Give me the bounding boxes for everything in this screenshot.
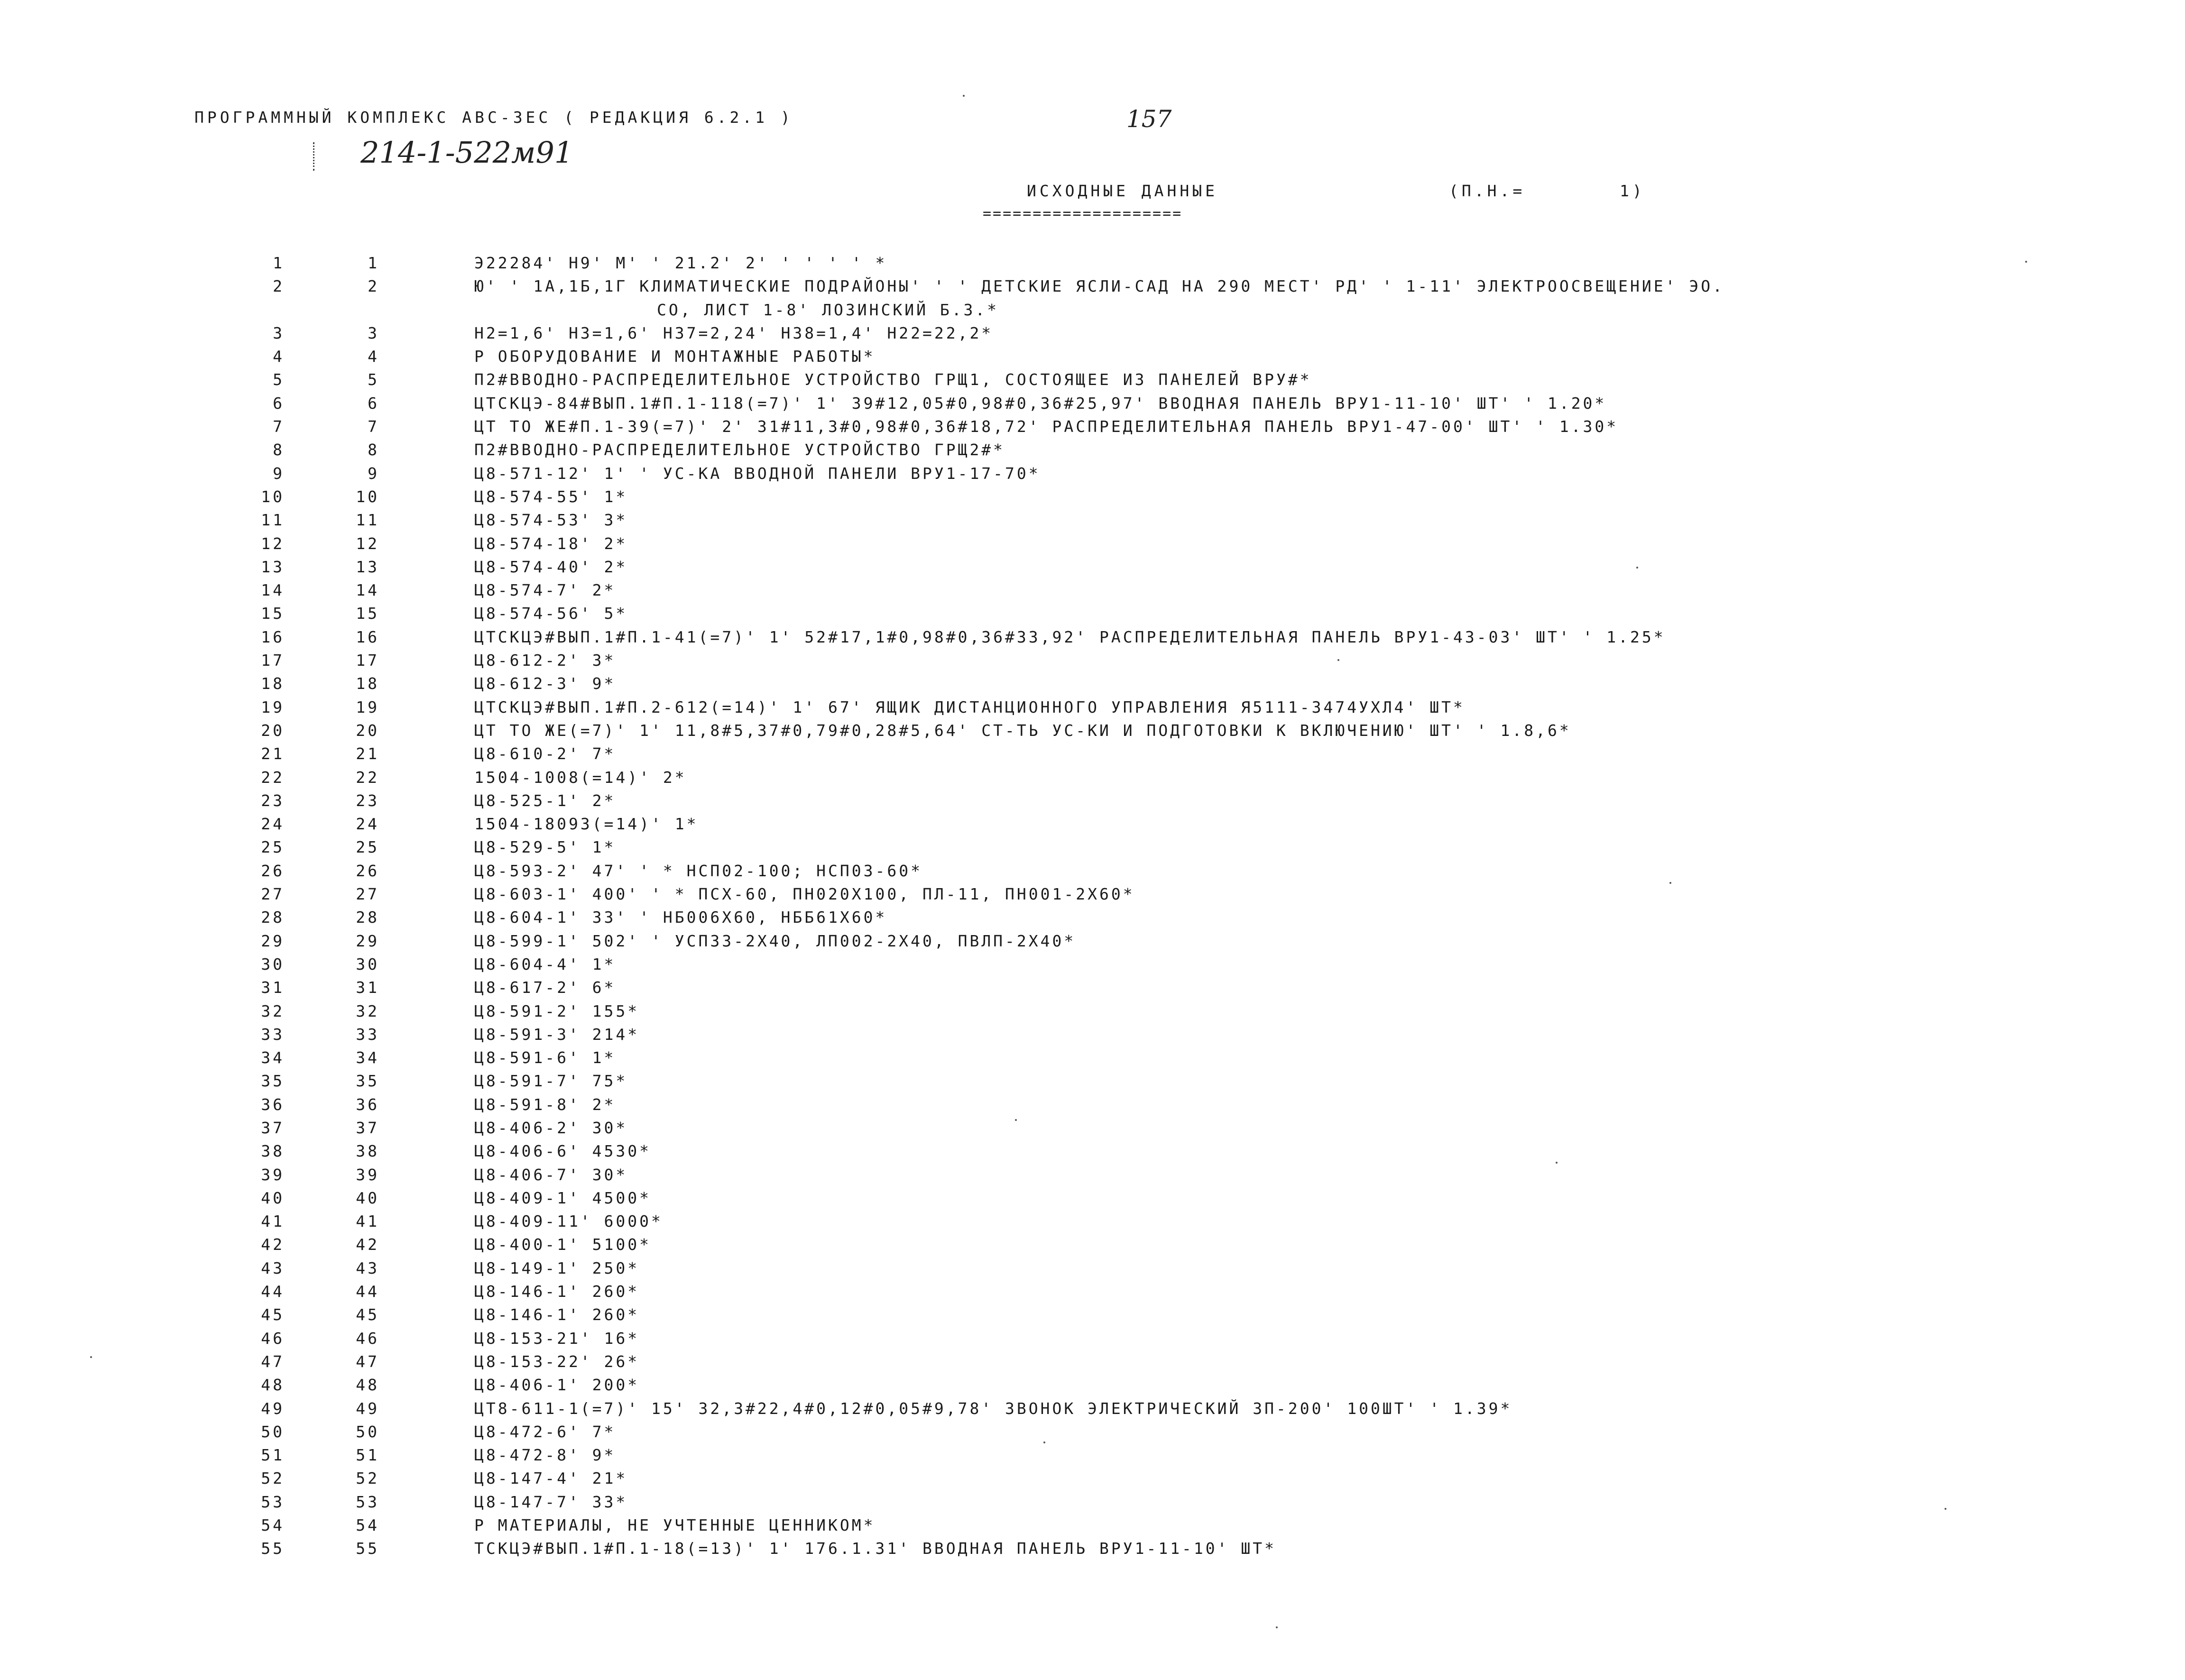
row-input-number: 53 (356, 1492, 379, 1511)
row-text: Р МАТЕРИАЛЫ, НЕ УЧТЕННЫЕ ЦЕННИКОМ* (474, 1516, 876, 1535)
row-text: Ц8-406-6' 4530* (474, 1142, 652, 1161)
row-text: Ц8-525-1' 2* (474, 791, 616, 810)
listing-row (0, 534, 2185, 558)
row-input-number: 15 (356, 604, 379, 623)
row-input-number: 34 (356, 1048, 379, 1067)
row-text: Ц8-574-18' 2* (474, 534, 628, 553)
row-input-number: 11 (356, 511, 379, 530)
row-text: Ц8-574-40' 2* (474, 557, 628, 576)
listing-row (0, 815, 2185, 838)
listing-row (0, 862, 2185, 885)
row-text: ТСКЦЭ#ВЫП.1#П.1-18(=13)' 1' 176.1.31' ВВОДНАЯ ПАНЕЛЬ ВРУ1-11-10' ШТ* (474, 1539, 1277, 1558)
row-input-number: 51 (356, 1446, 379, 1465)
listing-row (0, 651, 2185, 674)
row-sequence-number: 33 (261, 1025, 285, 1044)
row-input-number: 24 (356, 815, 379, 834)
row-input-number: 18 (356, 674, 379, 693)
row-sequence-number: 13 (261, 557, 285, 576)
row-sequence-number: 11 (261, 511, 285, 530)
row-sequence-number: 5 (273, 370, 285, 389)
row-sequence-number: 36 (261, 1095, 285, 1114)
row-text: Ц8-610-2' 7* (474, 744, 616, 763)
listing-row (0, 768, 2185, 791)
scan-speck (1636, 567, 1638, 569)
row-text: Ц8-612-2' 3* (474, 651, 616, 670)
page-title: ИСХОДНЫЕ ДАННЫЕ (1027, 182, 1218, 200)
listing-row (0, 370, 2185, 394)
row-sequence-number: 2 (273, 277, 285, 296)
row-input-number: 43 (356, 1258, 379, 1277)
row-sequence-number: 40 (261, 1188, 285, 1207)
row-text: Ц8-574-56' 5* (474, 604, 628, 623)
listing-row (0, 1376, 2185, 1399)
listing-row (0, 1282, 2185, 1305)
row-input-number: 36 (356, 1095, 379, 1114)
row-sequence-number: 43 (261, 1258, 285, 1277)
row-sequence-number: 34 (261, 1048, 285, 1067)
listing-row (0, 908, 2185, 931)
listing-row (0, 628, 2185, 651)
scan-speck (90, 1356, 92, 1358)
listing-row (0, 978, 2185, 1001)
row-sequence-number: 24 (261, 815, 285, 834)
row-text: Ц8-472-6' 7* (474, 1422, 616, 1441)
row-text: Н2=1,6' Н3=1,6' Н37=2,24' Н38=1,4' Н22=22,2* (474, 323, 994, 342)
row-input-number: 3 (368, 323, 379, 342)
row-text: Ц8-409-1' 4500* (474, 1188, 652, 1207)
row-text: Ю' ' 1А,1Б,1Г КЛИМАТИЧЕСКИЕ ПОДРАЙОНЫ' ' ' ДЕТСКИЕ ЯСЛИ-САД НА 290 МЕСТ' РД' ' 1-11' ЭЛЕКТРООСВЕЩЕНИЕ' ЭО. (474, 277, 1724, 296)
listing-row (0, 1259, 2185, 1282)
row-sequence-number: 15 (261, 604, 285, 623)
row-input-number: 5 (368, 370, 379, 389)
listing-row (0, 1399, 2185, 1423)
row-input-number: 47 (356, 1352, 379, 1371)
program-header: ПРОГРАММНЫЙ КОМПЛЕКС АВС-ЗЕС ( РЕДАКЦИЯ 6.2.1 ) (194, 108, 793, 127)
row-sequence-number: 29 (261, 931, 285, 950)
row-sequence-number: 6 (273, 394, 285, 413)
row-text: Ц8-604-1' 33' ' НБ006Х60, НББ61Х60* (474, 908, 887, 927)
listing-row (0, 955, 2185, 978)
handwritten-page-number: 157 (1126, 105, 1172, 133)
row-sequence-number: 44 (261, 1282, 285, 1301)
listing-row (0, 1072, 2185, 1095)
row-text: Ц8-591-2' 155* (474, 1001, 640, 1020)
row-text: Ц8-153-22' 26* (474, 1352, 640, 1371)
row-input-number: 55 (356, 1539, 379, 1558)
row-text: П2#ВВОДНО-РАСПРЕДЕЛИТЕЛЬНОЕ УСТРОЙСТВО ГРЩ1, СОСТОЯЩЕЕ ИЗ ПАНЕЛЕЙ ВРУ#* (474, 370, 1312, 389)
listing-row (0, 1235, 2185, 1258)
title-underline: ==================== (983, 205, 1183, 222)
row-sequence-number: 32 (261, 1001, 285, 1020)
handwritten-document-code: 214-1-522м91 (360, 135, 573, 170)
listing-row (0, 838, 2185, 861)
row-input-number: 23 (356, 791, 379, 810)
row-text: Ц8-593-2' 47' ' * НСП02-100; НСП03-60* (474, 861, 922, 880)
row-sequence-number: 31 (261, 978, 285, 997)
row-input-number: 2 (368, 277, 379, 296)
row-input-number: 49 (356, 1399, 379, 1418)
listing-row (0, 277, 2185, 300)
listing-row (0, 1002, 2185, 1025)
row-input-number: 8 (368, 441, 379, 459)
listing-row (0, 324, 2185, 347)
row-text: Ц8-574-7' 2* (474, 581, 616, 600)
row-input-number: 40 (356, 1188, 379, 1207)
row-sequence-number: 55 (261, 1539, 285, 1558)
row-sequence-number: 4 (273, 347, 285, 366)
row-input-number: 54 (356, 1516, 379, 1535)
row-text: Ц8-147-4' 21* (474, 1469, 628, 1488)
row-input-number: 10 (356, 487, 379, 506)
row-sequence-number: 22 (261, 768, 285, 787)
row-text: Ц8-153-21' 16* (474, 1329, 640, 1348)
row-text: ЦТ ТО ЖЕ(=7)' 1' 11,8#5,37#0,79#0,28#5,64' СТ-ТЬ УС-КИ И ПОДГОТОВКИ К ВКЛЮЧЕНИЮ' ШТ' ' 1.8,6* (474, 721, 1571, 740)
row-text: Ц8-591-6' 1* (474, 1048, 616, 1067)
row-text: Ц8-147-7' 33* (474, 1492, 628, 1511)
row-input-number: 26 (356, 861, 379, 880)
listing-row (0, 1446, 2185, 1469)
row-sequence-number: 27 (261, 885, 285, 904)
listing-row (0, 254, 2185, 277)
row-text: ЦТ ТО ЖЕ#П.1-39(=7)' 2' 31#11,3#0,98#0,36#18,72' РАСПРЕДЕЛИТЕЛЬНАЯ ПАНЕЛЬ ВРУ1-47-00' ШТ' ' 1.30* (474, 417, 1619, 436)
row-input-number: 48 (356, 1376, 379, 1395)
scan-speck (1556, 1162, 1558, 1164)
row-text: Ц8-574-53' 3* (474, 511, 628, 530)
row-text: П2#ВВОДНО-РАСПРЕДЕЛИТЕЛЬНОЕ УСТРОЙСТВО ГРЩ2#* (474, 441, 1005, 459)
listing-row (0, 1119, 2185, 1142)
row-sequence-number: 49 (261, 1399, 285, 1418)
row-input-number: 28 (356, 908, 379, 927)
row-sequence-number: 38 (261, 1142, 285, 1161)
row-input-number: 22 (356, 768, 379, 787)
row-input-number: 30 (356, 955, 379, 973)
row-text: Ц8-146-1' 260* (474, 1305, 640, 1324)
listing-row (0, 1305, 2185, 1329)
scan-speck (1276, 1626, 1278, 1628)
scan-speck (2025, 261, 2027, 263)
row-sequence-number: 50 (261, 1422, 285, 1441)
row-text: Ц8-591-8' 2* (474, 1095, 616, 1114)
row-input-number: 50 (356, 1422, 379, 1441)
listing-row (0, 1469, 2185, 1492)
row-text: Ц8-406-1' 200* (474, 1376, 640, 1395)
listing-row (0, 464, 2185, 487)
row-sequence-number: 26 (261, 861, 285, 880)
pencil-mark (313, 142, 316, 171)
row-text: ЦТСКЦЭ#ВЫП.1#П.2-612(=14)' 1' 67' ЯЩИК ДИСТАНЦИОННОГО УПРАВЛЕНИЯ Я5111-3474УХЛ4' ШТ* (474, 698, 1465, 716)
listing-row (0, 1048, 2185, 1072)
listing-row-continuation (0, 301, 2185, 324)
row-sequence-number: 28 (261, 908, 285, 927)
row-input-number: 13 (356, 557, 379, 576)
scan-speck (1015, 1119, 1017, 1121)
listing-row (0, 1352, 2185, 1376)
row-sequence-number: 25 (261, 838, 285, 857)
row-text: СО, ЛИСТ 1-8' ЛОЗИНСКИЙ Б.З.* (657, 300, 999, 319)
scan-speck (1337, 659, 1339, 661)
row-input-number: 31 (356, 978, 379, 997)
row-text: Ц8-571-12' 1' ' УС-КА ВВОДНОЙ ПАНЕЛИ ВРУ1-17-70* (474, 464, 1041, 483)
row-sequence-number: 8 (273, 441, 285, 459)
row-text: Ц8-146-1' 260* (474, 1282, 640, 1301)
row-input-number: 20 (356, 721, 379, 740)
row-sequence-number: 30 (261, 955, 285, 973)
listing-row (0, 698, 2185, 721)
row-text: ЦТСКЦЭ-84#ВЫП.1#П.1-118(=7)' 1' 39#12,05#0,98#0,36#25,97' ВВОДНАЯ ПАНЕЛЬ ВРУ1-11-10' ШТ' ' 1.20* (474, 394, 1607, 413)
row-sequence-number: 9 (273, 464, 285, 483)
listing-row (0, 1212, 2185, 1235)
listing-row (0, 1539, 2185, 1562)
row-input-number: 38 (356, 1142, 379, 1161)
row-text: Ц8-617-2' 6* (474, 978, 616, 997)
listing-row (0, 674, 2185, 698)
row-sequence-number: 21 (261, 744, 285, 763)
listing-row (0, 1142, 2185, 1165)
row-input-number: 35 (356, 1072, 379, 1091)
listing-row (0, 1189, 2185, 1212)
row-sequence-number: 35 (261, 1072, 285, 1091)
row-sequence-number: 1 (273, 254, 285, 272)
row-sequence-number: 39 (261, 1165, 285, 1184)
listing-row (0, 1493, 2185, 1516)
row-input-number: 14 (356, 581, 379, 600)
scan-speck (963, 95, 965, 97)
row-input-number: 39 (356, 1165, 379, 1184)
listing-row (0, 932, 2185, 955)
listing-row (0, 394, 2185, 417)
page-number-value: 1) (1620, 182, 1645, 200)
row-input-number: 45 (356, 1305, 379, 1324)
listing-row (0, 417, 2185, 441)
row-text: Ц8-406-7' 30* (474, 1165, 628, 1184)
row-sequence-number: 42 (261, 1235, 285, 1254)
scan-speck (1043, 1441, 1045, 1443)
row-text: Ц8-574-55' 1* (474, 487, 628, 506)
row-sequence-number: 3 (273, 323, 285, 342)
row-sequence-number: 19 (261, 698, 285, 716)
row-input-number: 12 (356, 534, 379, 553)
row-sequence-number: 51 (261, 1446, 285, 1465)
row-input-number: 29 (356, 931, 379, 950)
row-text: 1504-18093(=14)' 1* (474, 815, 699, 834)
row-text: Ц8-400-1' 5100* (474, 1235, 652, 1254)
row-sequence-number: 10 (261, 487, 285, 506)
listing-row (0, 604, 2185, 627)
row-sequence-number: 23 (261, 791, 285, 810)
row-input-number: 42 (356, 1235, 379, 1254)
row-sequence-number: 45 (261, 1305, 285, 1324)
row-text: Ц8-603-1' 400' ' * ПСХ-60, ПН020Х100, ПЛ-11, ПН001-2Х60* (474, 885, 1135, 904)
listing-row (0, 885, 2185, 908)
row-sequence-number: 16 (261, 627, 285, 646)
row-input-number: 27 (356, 885, 379, 904)
row-text: Ц8-529-5' 1* (474, 838, 616, 857)
row-text: Ц8-612-3' 9* (474, 674, 616, 693)
row-sequence-number: 18 (261, 674, 285, 693)
listing-row (0, 347, 2185, 370)
row-sequence-number: 37 (261, 1118, 285, 1137)
row-text: Ц8-604-4' 1* (474, 955, 616, 973)
row-sequence-number: 17 (261, 651, 285, 670)
row-text: Р ОБОРУДОВАНИЕ И МОНТАЖНЫЕ РАБОТЫ* (474, 347, 876, 366)
row-sequence-number: 47 (261, 1352, 285, 1371)
listing-row (0, 1095, 2185, 1119)
row-text: ЦТСКЦЭ#ВЫП.1#П.1-41(=7)' 1' 52#17,1#0,98#0,36#33,92' РАСПРЕДЕЛИТЕЛЬНАЯ ПАНЕЛЬ ВРУ1-43-03' ШТ' ' 1.25* (474, 627, 1666, 646)
row-text: Ц8-149-1' 250* (474, 1258, 640, 1277)
listing-row (0, 721, 2185, 744)
scan-speck (1669, 882, 1671, 884)
row-sequence-number: 53 (261, 1492, 285, 1511)
row-sequence-number: 54 (261, 1516, 285, 1535)
row-sequence-number: 41 (261, 1212, 285, 1231)
row-text: Ц8-406-2' 30* (474, 1118, 628, 1137)
row-text: Ц8-591-7' 75* (474, 1072, 628, 1091)
row-sequence-number: 46 (261, 1329, 285, 1348)
row-input-number: 46 (356, 1329, 379, 1348)
page-number-label: (П.Н.= (1449, 182, 1526, 200)
row-input-number: 32 (356, 1001, 379, 1020)
listing-row (0, 487, 2185, 511)
row-input-number: 6 (368, 394, 379, 413)
row-sequence-number: 20 (261, 721, 285, 740)
listing-row (0, 744, 2185, 768)
row-input-number: 17 (356, 651, 379, 670)
row-text: ЦТ8-611-1(=7)' 15' 32,3#22,4#0,12#0,05#9,78' ЗВОНОК ЭЛЕКТРИЧЕСКИЙ ЗП-200' 100ШТ' ' 1.39* (474, 1399, 1512, 1418)
row-text: 1504-1008(=14)' 2* (474, 768, 687, 787)
listing-row (0, 1025, 2185, 1048)
row-sequence-number: 14 (261, 581, 285, 600)
row-input-number: 16 (356, 627, 379, 646)
data-listing (0, 254, 2185, 1563)
row-input-number: 52 (356, 1469, 379, 1488)
row-input-number: 19 (356, 698, 379, 716)
row-input-number: 4 (368, 347, 379, 366)
row-input-number: 7 (368, 417, 379, 436)
listing-row (0, 1423, 2185, 1446)
row-input-number: 41 (356, 1212, 379, 1231)
row-input-number: 44 (356, 1282, 379, 1301)
row-input-number: 1 (368, 254, 379, 272)
row-text: Ц8-409-11' 6000* (474, 1212, 663, 1231)
row-text: Ц8-599-1' 502' ' УСП33-2Х40, ЛП002-2Х40, ПВЛП-2Х40* (474, 931, 1076, 950)
row-input-number: 25 (356, 838, 379, 857)
listing-row (0, 791, 2185, 815)
scan-speck (1945, 1508, 1946, 1510)
row-sequence-number: 12 (261, 534, 285, 553)
listing-row (0, 558, 2185, 581)
row-input-number: 21 (356, 744, 379, 763)
listing-row (0, 581, 2185, 604)
row-input-number: 9 (368, 464, 379, 483)
listing-row (0, 1166, 2185, 1189)
listing-row (0, 1516, 2185, 1539)
row-sequence-number: 52 (261, 1469, 285, 1488)
row-input-number: 37 (356, 1118, 379, 1137)
row-sequence-number: 7 (273, 417, 285, 436)
listing-row (0, 1329, 2185, 1352)
row-text: Ц8-472-8' 9* (474, 1446, 616, 1465)
row-input-number: 33 (356, 1025, 379, 1044)
row-text: Ц8-591-3' 214* (474, 1025, 640, 1044)
row-text: Э22284' Н9' М' ' 21.2' 2' ' ' ' ' * (474, 254, 887, 272)
listing-row (0, 511, 2185, 534)
listing-row (0, 441, 2185, 464)
row-sequence-number: 48 (261, 1376, 285, 1395)
